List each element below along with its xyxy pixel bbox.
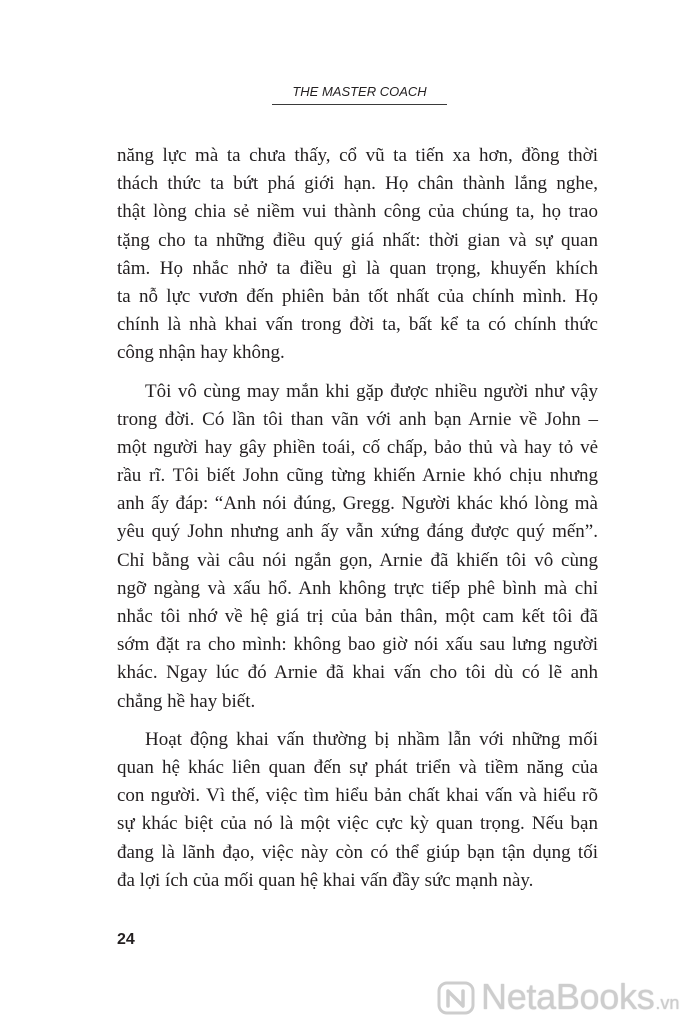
text-line: sự khác biệt của nó là một việc cực kỳ quan trọng. Nếu bạn [117, 813, 598, 835]
text-line: công nhận hay không. [117, 342, 285, 364]
text-line: nhắc tôi nhớ về hệ giá trị của bản thân, một cam kết tôi đã [117, 606, 598, 627]
text-line: năng lực mà ta chưa thấy, cổ vũ ta tiến xa hơn, đồng thời [117, 145, 598, 166]
text-line: chẳng hề hay biết. [117, 690, 256, 712]
body-text [117, 142, 598, 895]
text-line: sớm đặt ra cho mình: không bao giờ nói xấu sau lưng người [117, 634, 598, 656]
text-line: đa lợi ích của mối quan hệ khai vấn đầy sức mạnh này. [117, 869, 534, 891]
text-line: con người. Vì thế, việc tìm hiểu bản chất khai vấn và hiểu rõ [117, 785, 598, 807]
text-line: ngỡ ngàng và xấu hổ. Anh không trực tiếp phê bình mà chỉ [117, 577, 598, 599]
text-line: Tôi vô cùng may mắn khi gặp được nhiều người như vậy [145, 380, 598, 402]
text-line: chính là nhà khai vấn trong đời ta, bất kể ta có chính thức [117, 314, 598, 336]
watermark-brand: NetaBooks [481, 976, 655, 1017]
paragraph [117, 726, 598, 895]
text-line: quan hệ khác liên quan đến sự phát triển và tiềm năng của [117, 756, 598, 778]
paragraph [117, 142, 598, 368]
paragraph [117, 378, 598, 716]
text-line: ta nỗ lực vươn đến phiên bản tốt nhất của chính mình. Họ [117, 285, 598, 307]
text-line: rầu rĩ. Tôi biết John cũng từng khiến Arnie khó chịu nhưng [117, 465, 598, 487]
watermark [481, 977, 679, 1017]
running-title: THE MASTER COACH [292, 84, 427, 99]
text-line: Chỉ bằng vài câu nói ngắn gọn, Arnie đã khiến tôi vô cùng [117, 549, 598, 571]
header-rule [272, 104, 447, 105]
text-line: trong đời. Có lần tôi than vãn với anh bạn Arnie về John – [117, 408, 598, 430]
text-line: tặng cho ta những điều quý giá nhất: thời gian và sự quan [117, 229, 598, 251]
text-line: khác. Ngay lúc đó Arnie đã khai vấn cho tôi dù có lẽ anh [117, 662, 598, 684]
text-line: tâm. Họ nhắc nhở ta điều gì là quan trọng, khuyến khích [117, 257, 598, 279]
text-line: yêu quý John nhưng anh ấy vẫn xứng đáng được quý mến”. [117, 521, 598, 543]
text-line: thách thức ta bứt phá giới hạn. Họ chân thành lắng nghe, [117, 173, 598, 195]
page-number: 24 [117, 931, 135, 948]
text-line: thật lòng chia sẻ niềm vui thành công của chúng ta, họ trao [117, 201, 598, 223]
text-line: anh ấy đáp: “Anh nói đúng, Gregg. Người khác khó lòng mà [117, 493, 598, 515]
text-line: Hoạt động khai vấn thường bị nhầm lẫn với những mối [145, 728, 598, 750]
text-line: một người hay gây phiền toái, cố chấp, bảo thủ và hay tỏ vẻ [117, 436, 598, 458]
netabooks-logo-icon [437, 981, 477, 1015]
watermark-domain: .vn [655, 993, 680, 1013]
text-line: đang là lãnh đạo, việc này còn có thể giúp bạn tận dụng tối [117, 841, 598, 863]
